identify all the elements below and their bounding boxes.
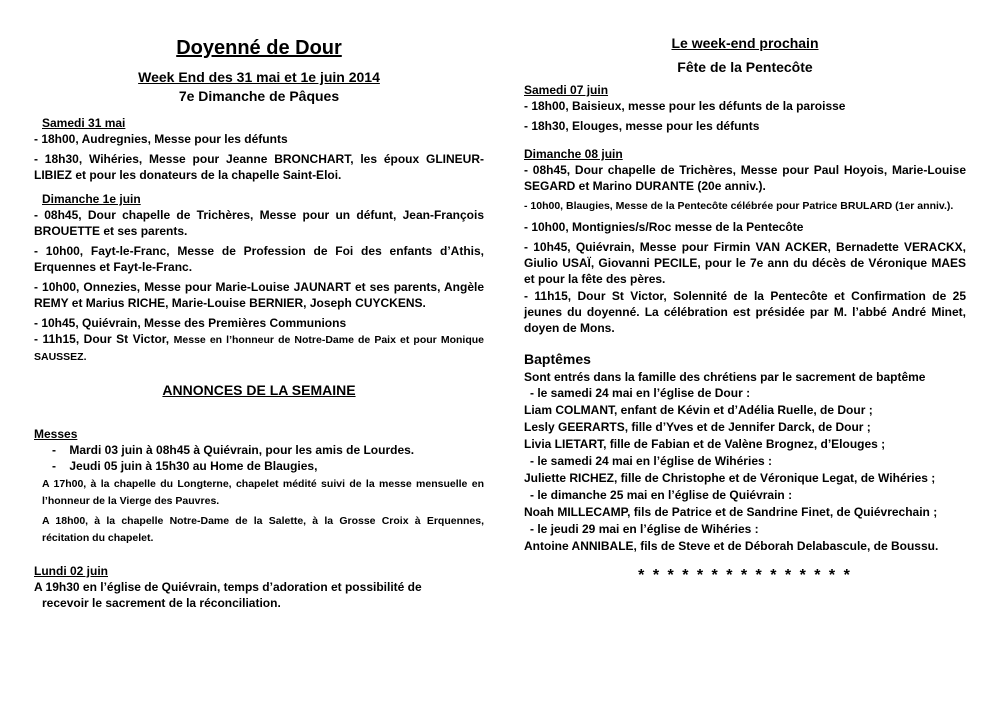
messes-item: - Jeudi 05 juin à 15h30 au Home de Blaugies, (52, 459, 318, 473)
next-weekend-title: Le week-end prochain (671, 35, 819, 51)
samedi-31-heading: Samedi 31 mai (42, 116, 126, 130)
right-column (524, 0, 966, 584)
weekend-heading: Week End des 31 mai et 1e juin 2014 (138, 69, 380, 85)
schedule-item: - 10h00, Fayt-le-Franc, Messe de Profession de Foi des enfants d’Athis, Erquennes et Fayt-le-Franc. (34, 244, 484, 274)
schedule-detail: Messe en l’honneur de Notre-Dame de Paix et pour Monique SAUSSEZ. (34, 334, 484, 363)
schedule-item: - 18h00, Baisieux, messe pour les défunts de la paroisse (524, 99, 846, 113)
pentecote-title: Fête de la Pentecôte (677, 59, 813, 75)
schedule-item: - 08h45, Dour chapelle de Trichères, Messe pour Paul Hoyois, Marie-Louise SEGARD et Marino DURANTE (20e anniv.). (524, 163, 966, 193)
bapteme-church: - le jeudi 29 mai en l’église de Wihéries : (530, 522, 759, 536)
schedule-item (34, 331, 484, 365)
schedule-item: - 10h00, Onnezies, Messe pour Marie-Louise JAUNART et ses parents, Angèle REMY et Marius RICHE, Marie-Louise BERNIER, Joseph CUYCKENS. (34, 280, 484, 310)
dimanche-1-heading: Dimanche 1e juin (42, 192, 141, 206)
bapteme-child: Liam COLMANT, enfant de Kévin et d’Adélia Ruelle, de Dour ; (524, 403, 873, 417)
bapteme-child: Antoine ANNIBALE, fils de Steve et de Déborah Delabascule, de Boussu. (524, 539, 939, 553)
schedule-item: - 11h15, Dour St Victor, Solennité de la Pentecôte et Confirmation de 25 jeunes du doyenné. La célébration est présidée par M. l’abbé André Minet, doyen de Mons. (524, 289, 966, 335)
annonces-heading: ANNONCES DE LA SEMAINE (162, 382, 356, 398)
schedule-item: - 18h30, Elouges, messe pour les défunts (524, 119, 760, 133)
schedule-item: - 10h00, Blaugies, Messe de la Pentecôte célébrée pour Patrice BRULARD (1er anniv.). (524, 200, 954, 212)
sunday-heading: 7e Dimanche de Pâques (178, 88, 340, 104)
bapteme-church: - le dimanche 25 mai en l’église de Quiévrain : (530, 488, 793, 502)
messes-subitem: A 18h00, à la chapelle Notre-Dame de la Salette, à la Grosse Croix à Erquennes, récitation du chapelet. (42, 515, 484, 544)
bapteme-church: - le samedi 24 mai en l’église de Dour : (530, 386, 751, 400)
schedule-item: - 10h00, Montignies/s/Roc messe de la Pentecôte (524, 220, 804, 234)
bapteme-church: - le samedi 24 mai en l’église de Wihéries : (530, 454, 772, 468)
bapteme-child: Noah MILLECAMP, fils de Patrice et de Sandrine Finet, de Quiévrechain ; (524, 505, 938, 519)
baptemes-heading: Baptêmes (524, 351, 591, 367)
left-column (34, 0, 484, 611)
messes-subitem: A 17h00, à la chapelle du Longterne, chapelet médité suivi de la messe mensuelle en l’honneur de la Vierge des Pauvres. (42, 478, 484, 507)
schedule-item: - 10h45, Quiévrain, Messe des Premières Communions (34, 316, 347, 330)
lundi-heading: Lundi 02 juin (34, 564, 108, 578)
bapteme-child: Lesly GEERARTS, fille d’Yves et de Jennifer Darck, de Dour ; (524, 420, 871, 434)
schedule-item: - 18h00, Audregnies, Messe pour les défunts (34, 132, 288, 146)
baptemes-intro: Sont entrés dans la famille des chrétiens par le sacrement de baptême (524, 370, 926, 384)
schedule-item: - 08h45, Dour chapelle de Trichères, Messe pour un défunt, Jean-François BROUETTE et ses parents. (34, 208, 484, 238)
lundi-text: A 19h30 en l’église de Quiévrain, temps d’adoration et possibilité de recevoir le sacrement de la réconciliation. (34, 580, 422, 610)
samedi-07-heading: Samedi 07 juin (524, 83, 609, 97)
doyenne-title: Doyenné de Dour (176, 37, 342, 59)
stars-divider: * * * * * * * * * * * * * * * (638, 567, 852, 584)
bapteme-child: Juliette RICHEZ, fille de Christophe et de Véronique Legat, de Wihéries ; (524, 471, 936, 485)
schedule-item: - 18h30, Wihéries, Messe pour Jeanne BRONCHART, les époux GLINEUR-LIBIEZ et pour les donateurs de la chapelle Saint-Eloi. (34, 152, 484, 182)
schedule-time: - 11h15, Dour St Victor, (34, 332, 174, 346)
dimanche-08-heading: Dimanche 08 juin (524, 147, 623, 161)
messes-heading: Messes (34, 427, 78, 441)
bapteme-child: Livia LIETART, fille de Fabian et de Valène Brognez, d’Elouges ; (524, 437, 886, 451)
messes-item: - Mardi 03 juin à 08h45 à Quiévrain, pour les amis de Lourdes. (52, 443, 415, 457)
schedule-item: - 10h45, Quiévrain, Messe pour Firmin VAN ACKER, Bernadette VERACKX, Giulio USAÏ, Giovanni PECILE, pour le 7e ann du décès de Véronique MAES et pour la fête des pères. (524, 240, 966, 286)
